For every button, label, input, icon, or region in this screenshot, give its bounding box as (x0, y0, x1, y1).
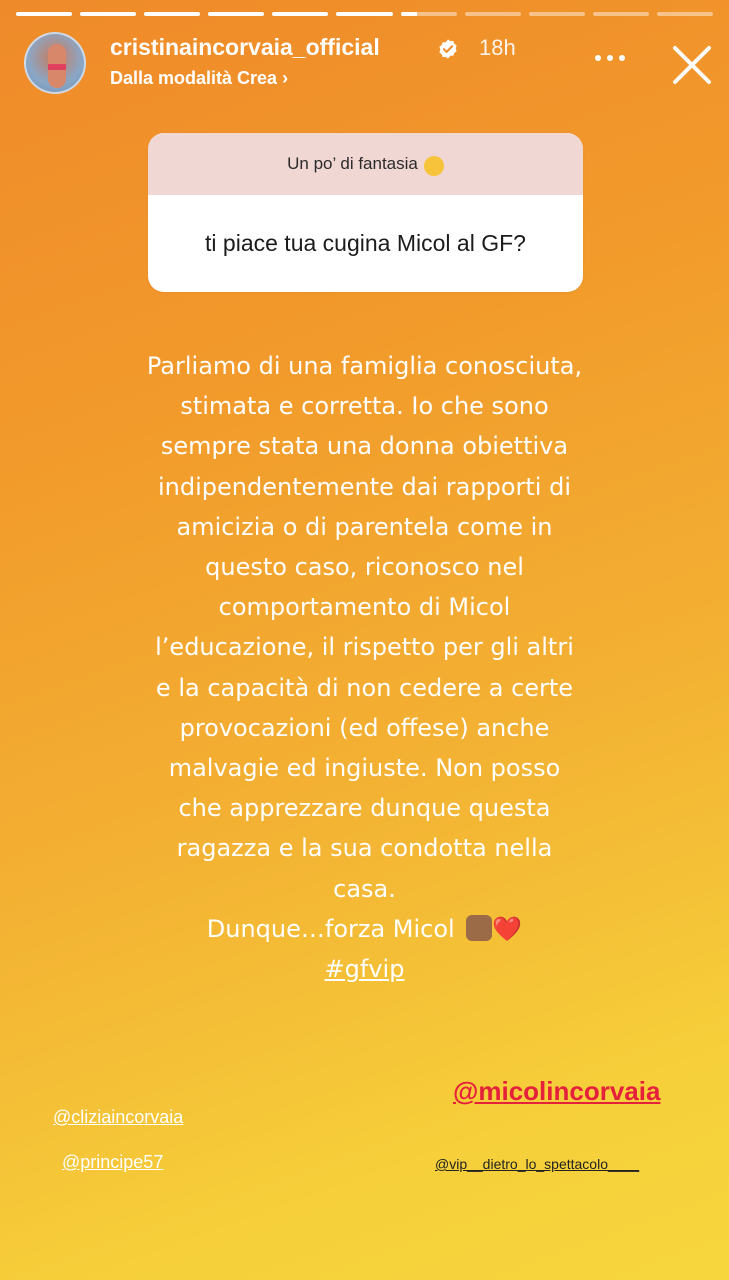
story-text-line: questo caso, riconosco nel (205, 553, 524, 582)
more-dots-icon[interactable] (593, 46, 627, 70)
progress-segment (465, 12, 521, 16)
winking-face-emoji-icon (424, 156, 444, 176)
story-text-line: ragazza e la sua condotta nella (176, 834, 553, 863)
closing-line (120, 909, 609, 949)
chevron-right-icon: › (282, 68, 289, 88)
progress-segment (272, 12, 328, 16)
username[interactable]: cristinaincorvaia_official (110, 34, 380, 60)
question-sticker[interactable] (148, 133, 583, 292)
progress-segment (16, 12, 72, 16)
story-text-line: malvagie ed ingiuste. Non posso (168, 754, 561, 783)
hashtag-link[interactable]: #gfvip (324, 955, 405, 984)
story-text-line: casa. (333, 874, 396, 903)
progress-segment (144, 12, 200, 16)
created-with-label: Dalla modalità Crea (110, 68, 278, 88)
mention-vip[interactable]: @vip__dietro_lo_spettacolo____ (435, 1156, 640, 1172)
story-text-line: indipendentemente dai rapporti di (158, 472, 571, 501)
close-icon[interactable] (669, 42, 715, 88)
story-text-line: l’educazione, il rispetto per gli altri (155, 633, 574, 662)
progress-segment (529, 12, 585, 16)
story-text-line: Parliamo di una famiglia conosciuta, (146, 352, 583, 380)
progress-segment (657, 12, 713, 16)
story-text-line: e la capacità di non cedere a certe (155, 673, 574, 702)
closing-text: Dunque…forza Micol (206, 914, 455, 943)
mention-micol[interactable]: @micolincorvaia (453, 1076, 661, 1106)
heart-icon: ❤️ (492, 914, 523, 943)
avatar-detail (48, 64, 66, 70)
question-sticker-text: ti piace tua cugina Micol al GF? (205, 230, 526, 256)
story-text-line: stimata e corretta. Io che sono (180, 392, 549, 421)
verified-badge-icon (437, 38, 459, 60)
progress-segment (80, 12, 136, 16)
story-text-line: che apprezzare dunque questa (178, 794, 551, 823)
question-sticker-title: Un po’ di fantasia (287, 154, 418, 173)
progress-segment (336, 12, 392, 16)
created-with-link[interactable] (110, 68, 288, 89)
story-header (24, 32, 715, 96)
post-time: 18h (479, 35, 516, 60)
mention-principe[interactable]: @principe57 (62, 1152, 164, 1172)
progress-segment-active (401, 12, 457, 16)
progress-segment (208, 12, 264, 16)
question-sticker-header (148, 133, 583, 195)
story-text-block (120, 346, 609, 989)
story-text-line: comportamento di Micol (218, 593, 511, 622)
profile-avatar[interactable] (24, 32, 86, 94)
story-text-line: amicizia o di parentela come in (176, 512, 553, 541)
story-progress-bar (16, 12, 713, 16)
mention-clizia[interactable]: @cliziaincorvaia (53, 1107, 184, 1127)
progress-segment (593, 12, 649, 16)
story-text-line: provocazioni (ed offese) anche (179, 713, 550, 742)
flexed-biceps-icon (466, 915, 492, 941)
story-text-line: sempre stata una donna obiettiva (160, 432, 569, 461)
